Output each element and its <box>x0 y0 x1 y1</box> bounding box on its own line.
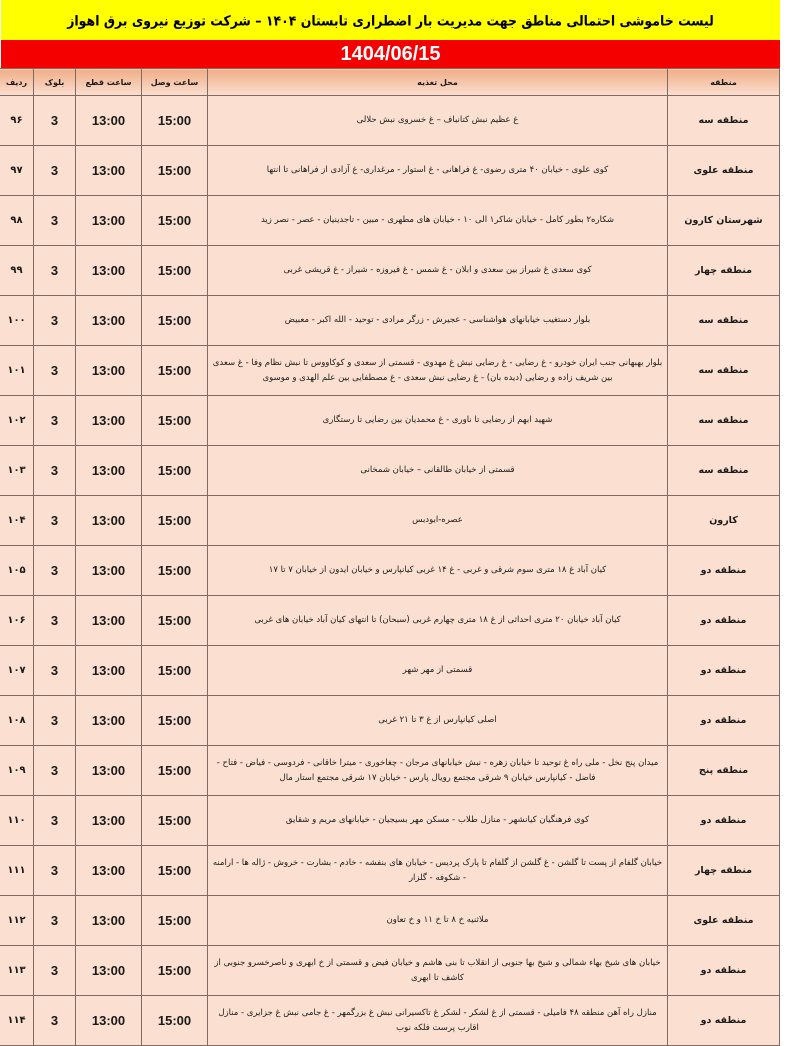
cell-saat-ghat: 13:00 <box>76 96 142 146</box>
cell-radif: ۱۱۰ <box>0 796 34 846</box>
cell-mahal-taghzie: شهید ابهم از رضایی تا ناوری - غ محمدیان بین رضایی تا رستگاری <box>208 396 668 446</box>
cell-saat-ghat: 13:00 <box>76 346 142 396</box>
column-header-saat-ghat: ساعت قطع <box>76 69 142 96</box>
cell-mantaghe: منطقه دو <box>668 696 780 746</box>
cell-mahal-taghzie: عصره-ابودبس <box>208 496 668 546</box>
cell-radif: ۱۰۷ <box>0 646 34 696</box>
table-row <box>0 446 780 496</box>
column-header-saat-vasl: ساعت وصل <box>142 69 208 96</box>
table-row <box>0 896 780 946</box>
cell-mantaghe: منطقه دو <box>668 596 780 646</box>
cell-radif: ۱۰۵ <box>0 546 34 596</box>
cell-mantaghe: کارون <box>668 496 780 546</box>
cell-mahal-taghzie: کوی علوی - خیابان ۴۰ متری رضوی- غ فراهانی - غ استوار - مرغداری- غ آزادی از فراهانی تا انتها <box>208 146 668 196</box>
cell-mantaghe: منطقه پنج <box>668 746 780 796</box>
cell-saat-vasl: 15:00 <box>142 446 208 496</box>
table-row <box>0 346 780 396</box>
cell-mahal-taghzie: میدان پنج نخل - ملی راه غ توحید تا خیابان زهره - نبش خیابانهای مرجان - چغاخوری - میترا خاقانی - فردوسی - فیاض - فتاح - فاضل - کیانپارس خیابان ۹ شرقی مجتمع رویال پارس - خیابان ۱۷ شرقی مجتمع استار مال <box>208 746 668 796</box>
cell-saat-vasl: 15:00 <box>142 196 208 246</box>
cell-saat-vasl: 15:00 <box>142 696 208 746</box>
cell-blok: 3 <box>34 146 76 196</box>
cell-blok: 3 <box>34 196 76 246</box>
column-header-mahal-taghzie: محل تغذیه <box>208 69 668 96</box>
table-row <box>0 996 780 1046</box>
cell-radif: ۱۰۶ <box>0 596 34 646</box>
cell-blok: 3 <box>34 646 76 696</box>
cell-saat-ghat: 13:00 <box>76 796 142 846</box>
cell-radif: ۱۱۱ <box>0 846 34 896</box>
table-row <box>0 696 780 746</box>
column-header-blok: بلوک <box>34 69 76 96</box>
cell-mantaghe: منطقه چهار <box>668 246 780 296</box>
cell-saat-ghat: 13:00 <box>76 396 142 446</box>
cell-mantaghe: منطقه دو <box>668 796 780 846</box>
cell-mahal-taghzie: کوی سعدی غ شیراز بین سعدی و ابلان - غ شمس - غ فیروزه - شیراز - غ قریشی غربی <box>208 246 668 296</box>
cell-saat-vasl: 15:00 <box>142 896 208 946</box>
cell-blok: 3 <box>34 596 76 646</box>
cell-blok: 3 <box>34 896 76 946</box>
cell-saat-vasl: 15:00 <box>142 646 208 696</box>
cell-saat-vasl: 15:00 <box>142 746 208 796</box>
cell-mahal-taghzie: ملاثنیه خ ۸ تا خ ۱۱ و خ تعاون <box>208 896 668 946</box>
cell-mantaghe: منطقه علوی <box>668 896 780 946</box>
cell-mahal-taghzie: کیان آباد خیابان ۲۰ متری احداثی از غ ۱۸ متری چهارم غربی (سبحان) تا انتهای کیان آباد خیابان های غربی <box>208 596 668 646</box>
cell-mantaghe: منطقه دو <box>668 946 780 996</box>
page-title: لیست خاموشی احتمالی مناطق جهت مدیریت بار اضطراری تابستان ۱۴۰۴ – شرکت توزیع نیروی برق اهواز <box>67 11 714 29</box>
cell-radif: ۱۰۰ <box>0 296 34 346</box>
cell-saat-ghat: 13:00 <box>76 596 142 646</box>
cell-saat-ghat: 13:00 <box>76 246 142 296</box>
column-header-radif: ردیف <box>0 69 34 96</box>
cell-saat-ghat: 13:00 <box>76 146 142 196</box>
cell-blok: 3 <box>34 846 76 896</box>
table-row <box>0 496 780 546</box>
cell-saat-vasl: 15:00 <box>142 146 208 196</box>
title-banner <box>0 0 791 40</box>
cell-saat-ghat: 13:00 <box>76 746 142 796</box>
cell-mahal-taghzie: شکاره۲ بطور کامل - خیابان شاکر۱ الی ۱۰ - خیابان های مطهری - مبین - تاجدینیان - عصر - نصر زید <box>208 196 668 246</box>
cell-saat-ghat: 13:00 <box>76 846 142 896</box>
cell-mahal-taghzie: اصلی کیانپارس از غ ۳ تا ۲۱ غربی <box>208 696 668 746</box>
table-row <box>0 246 780 296</box>
cell-blok: 3 <box>34 446 76 496</box>
cell-blok: 3 <box>34 946 76 996</box>
cell-saat-vasl: 15:00 <box>142 246 208 296</box>
cell-radif: ۱۱۴ <box>0 996 34 1046</box>
schedule-date: 1404/06/15 <box>340 42 441 65</box>
table-row <box>0 846 780 896</box>
cell-saat-vasl: 15:00 <box>142 596 208 646</box>
cell-mahal-taghzie: بلوار بهبهانی جنب ایران خودرو - غ رضایی - غ رضایی نبش غ مهدوی - قسمتی از سعدی و کوکاووس تا نبش نظام وفا - غ سعدی بین شریف زاده و رضایی (دیده بان) - غ رضایی نبش سعدی - غ مصطفایی بین علم الهدی و موسوی <box>208 346 668 396</box>
cell-blok: 3 <box>34 496 76 546</box>
cell-mahal-taghzie: بلوار دستغیب خیابانهای هواشناسی - عجیرش - زرگر مرادی - توحید - الله اکبر - معبیض <box>208 296 668 346</box>
cell-mahal-taghzie: قسمتی از خیابان طالقانی – خیابان شمخانی <box>208 446 668 496</box>
cell-mahal-taghzie: خیابان های شیخ بهاء شمالی و شیخ بها جنوبی از انقلاب تا بنی هاشم و خیابان فیض و قسمتی از خ ابهری و ناصرخسرو جنوبی از کاشف تا ابهری <box>208 946 668 996</box>
cell-mahal-taghzie: غ عظیم نبش کتانباف – غ خسروی نبش حلالی <box>208 96 668 146</box>
table-row <box>0 646 780 696</box>
cell-mantaghe: منطقه چهار <box>668 846 780 896</box>
cell-radif: ۱۰۹ <box>0 746 34 796</box>
cell-saat-vasl: 15:00 <box>142 296 208 346</box>
table-row <box>0 396 780 446</box>
cell-saat-vasl: 15:00 <box>142 846 208 896</box>
cell-saat-ghat: 13:00 <box>76 646 142 696</box>
cell-saat-ghat: 13:00 <box>76 196 142 246</box>
cell-radif: ۱۰۳ <box>0 446 34 496</box>
cell-blok: 3 <box>34 346 76 396</box>
cell-saat-vasl: 15:00 <box>142 546 208 596</box>
cell-blok: 3 <box>34 746 76 796</box>
cell-radif: ۱۱۳ <box>0 946 34 996</box>
cell-saat-vasl: 15:00 <box>142 946 208 996</box>
table-header-row <box>0 69 780 96</box>
cell-blok: 3 <box>34 96 76 146</box>
cell-radif: ۱۱۲ <box>0 896 34 946</box>
cell-saat-ghat: 13:00 <box>76 896 142 946</box>
cell-blok: 3 <box>34 246 76 296</box>
cell-saat-ghat: 13:00 <box>76 446 142 496</box>
outage-table <box>0 68 780 1046</box>
cell-blok: 3 <box>34 796 76 846</box>
cell-radif: ۹۷ <box>0 146 34 196</box>
table-row <box>0 296 780 346</box>
cell-mantaghe: منطقه دو <box>668 996 780 1046</box>
cell-mantaghe: منطقه سه <box>668 96 780 146</box>
column-header-mantaghe: منطقه <box>668 69 780 96</box>
cell-radif: ۱۰۲ <box>0 396 34 446</box>
cell-mahal-taghzie: خیابان گلفام از پست تا گلشن - غ گلشن از گلفام تا پارک پردیس - خیابان های بنفشه - خادم - بشارت - خروش - ژاله ها - ارامنه - شکوفه - گلزار <box>208 846 668 896</box>
cell-radif: ۹۹ <box>0 246 34 296</box>
cell-blok: 3 <box>34 296 76 346</box>
cell-blok: 3 <box>34 996 76 1046</box>
table-row <box>0 746 780 796</box>
cell-mantaghe: منطقه سه <box>668 296 780 346</box>
cell-saat-vasl: 15:00 <box>142 346 208 396</box>
cell-mahal-taghzie: کیان آباد غ ۱۸ متری سوم شرقی و غربی - غ ۱۴ غربی کیانپارس و خیابان ایدون از خیابان ۷ تا ۱۷ <box>208 546 668 596</box>
cell-mantaghe: شهرستان کارون <box>668 196 780 246</box>
cell-mahal-taghzie: کوی فرهنگیان کیانشهر - منازل طلاب - مسکن مهر بسیجیان - خیابانهای مریم و شقایق <box>208 796 668 846</box>
table-row <box>0 146 780 196</box>
date-banner <box>0 40 791 68</box>
cell-mantaghe: منطقه سه <box>668 346 780 396</box>
cell-mantaghe: منطقه سه <box>668 396 780 446</box>
table-row <box>0 796 780 846</box>
cell-saat-vasl: 15:00 <box>142 796 208 846</box>
cell-mantaghe: منطقه سه <box>668 446 780 496</box>
cell-radif: ۹۸ <box>0 196 34 246</box>
cell-mahal-taghzie: قسمتی از مهر شهر <box>208 646 668 696</box>
cell-radif: ۱۰۴ <box>0 496 34 546</box>
cell-mantaghe: منطقه دو <box>668 646 780 696</box>
table-row <box>0 546 780 596</box>
table-row <box>0 196 780 246</box>
cell-mantaghe: منطقه دو <box>668 546 780 596</box>
cell-blok: 3 <box>34 396 76 446</box>
cell-blok: 3 <box>34 546 76 596</box>
cell-saat-ghat: 13:00 <box>76 696 142 746</box>
cell-saat-vasl: 15:00 <box>142 96 208 146</box>
cell-saat-vasl: 15:00 <box>142 996 208 1046</box>
cell-mantaghe: منطقه علوی <box>668 146 780 196</box>
table-row <box>0 946 780 996</box>
cell-saat-ghat: 13:00 <box>76 546 142 596</box>
cell-saat-ghat: 13:00 <box>76 296 142 346</box>
table-row <box>0 596 780 646</box>
cell-saat-ghat: 13:00 <box>76 946 142 996</box>
cell-radif: ۹۶ <box>0 96 34 146</box>
cell-radif: ۱۰۱ <box>0 346 34 396</box>
table-row <box>0 96 780 146</box>
cell-radif: ۱۰۸ <box>0 696 34 746</box>
cell-saat-vasl: 15:00 <box>142 396 208 446</box>
cell-saat-ghat: 13:00 <box>76 996 142 1046</box>
cell-saat-ghat: 13:00 <box>76 496 142 546</box>
table-body <box>0 96 780 1046</box>
cell-saat-vasl: 15:00 <box>142 496 208 546</box>
cell-mahal-taghzie: منازل راه آهن منطقه ۴۸ فامیلی - قسمتی از غ لشکر - لشکر غ تاکسیرانی نبش غ بزرگمهر - غ جامی نبش غ جزایری - منازل اقارب پرست فلکه نوب <box>208 996 668 1046</box>
cell-blok: 3 <box>34 696 76 746</box>
